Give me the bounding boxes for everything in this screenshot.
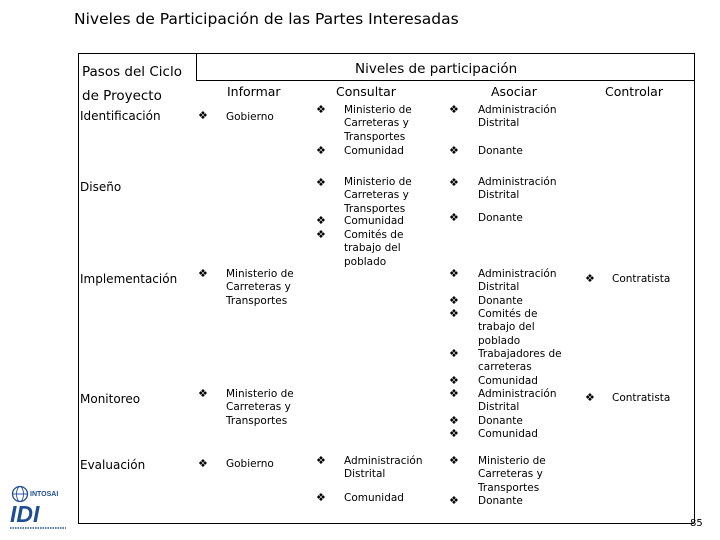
bullet-icon: ❖	[316, 144, 326, 157]
id-inform-item: Gobierno	[226, 111, 274, 123]
dis-partner-item: Donante	[478, 212, 523, 224]
stage-evaluacion: Evaluación	[80, 458, 146, 472]
levels-header: Niveles de participación	[355, 61, 518, 77]
dis-consult-item: Ministerio de Carreteras y Transportes	[344, 176, 412, 215]
steps-header: Pasos del Ciclo de Proyecto	[82, 64, 182, 104]
bullet-icon: ❖	[585, 272, 595, 285]
bullet-icon: ❖	[316, 228, 326, 241]
stage-identificacion: Identificación	[80, 109, 161, 123]
bullet-icon: ❖	[198, 267, 208, 280]
logo-letters: IDI	[10, 501, 40, 527]
bullet-icon: ❖	[316, 491, 326, 504]
eva-partner-item: Donante	[478, 495, 523, 507]
table-top-border	[78, 53, 694, 54]
dis-consult-item: Comunidad	[344, 215, 404, 227]
imp-control-item: Contratista	[612, 273, 671, 285]
bullet-icon: ❖	[449, 494, 459, 507]
page-title: Niveles de Participación de las Partes Interesadas	[74, 10, 459, 28]
id-consult-item: Comunidad	[344, 145, 404, 157]
bullet-icon: ❖	[449, 414, 459, 427]
imp-partner-item: Administración Distrital	[478, 268, 557, 294]
eva-consult-item: Comunidad	[344, 492, 404, 504]
stage-diseno: Diseño	[80, 180, 122, 194]
imp-inform-item: Ministerio de Carreteras y Transportes	[226, 268, 294, 307]
bullet-icon: ❖	[449, 427, 459, 440]
bullet-icon: ❖	[316, 103, 326, 116]
control-header: Controlar	[605, 84, 663, 99]
bullet-icon: ❖	[316, 454, 326, 467]
id-partner-item: Administración Distrital	[478, 104, 557, 130]
intosai-idi-logo	[4, 484, 74, 534]
imp-partner-item: Comités de trabajo del poblado	[478, 308, 538, 347]
steps-column-divider	[196, 53, 197, 81]
bullet-icon: ❖	[316, 176, 326, 189]
mon-partner-item: Comunidad	[478, 428, 538, 440]
bullet-icon: ❖	[449, 176, 459, 189]
mon-control-item: Contratista	[612, 392, 671, 404]
bullet-icon: ❖	[449, 267, 459, 280]
bullet-icon: ❖	[198, 457, 208, 470]
bullet-icon: ❖	[449, 307, 459, 320]
bullet-icon: ❖	[449, 454, 459, 467]
imp-partner-item: Comunidad	[478, 375, 538, 387]
eva-partner-item: Ministerio de Carreteras y Transportes	[478, 455, 546, 494]
bullet-icon: ❖	[449, 347, 459, 360]
bullet-icon: ❖	[585, 391, 595, 404]
bullet-icon: ❖	[316, 214, 326, 227]
bullet-icon: ❖	[198, 387, 208, 400]
inform-header: Informar	[227, 84, 281, 99]
header-divider	[196, 80, 694, 81]
table-bottom-border	[78, 523, 694, 524]
consult-header: Consultar	[336, 84, 396, 99]
dis-consult-item: Comités de trabajo del poblado	[344, 229, 404, 268]
stage-monitoreo: Monitoreo	[80, 392, 141, 406]
dis-partner-item: Administración Distrital	[478, 176, 557, 202]
bullet-icon: ❖	[449, 387, 459, 400]
table-right-border	[694, 53, 695, 523]
eva-consult-item: Administración Distrital	[344, 455, 423, 481]
imp-partner-item: Donante	[478, 295, 523, 307]
mon-inform-item: Ministerio de Carreteras y Transportes	[226, 388, 294, 427]
logo-top-text: INTOSAI	[30, 491, 59, 498]
id-consult-item: Ministerio de Carreteras y Transportes	[344, 104, 412, 143]
bullet-icon: ❖	[198, 109, 208, 122]
page-number: 85	[690, 518, 703, 529]
bullet-icon: ❖	[449, 374, 459, 387]
id-partner-item: Donante	[478, 145, 523, 157]
imp-partner-item: Trabajadores de carreteras	[478, 348, 562, 374]
bullet-icon: ❖	[449, 294, 459, 307]
stage-implementacion: Implementación	[80, 272, 178, 286]
bullet-icon: ❖	[449, 103, 459, 116]
mon-partner-item: Administración Distrital	[478, 388, 557, 414]
partner-header: Asociar	[491, 84, 537, 99]
table-left-border	[78, 53, 79, 523]
bullet-icon: ❖	[449, 144, 459, 157]
bullet-icon: ❖	[449, 211, 459, 224]
eva-inform-item: Gobierno	[226, 458, 274, 470]
mon-partner-item: Donante	[478, 415, 523, 427]
